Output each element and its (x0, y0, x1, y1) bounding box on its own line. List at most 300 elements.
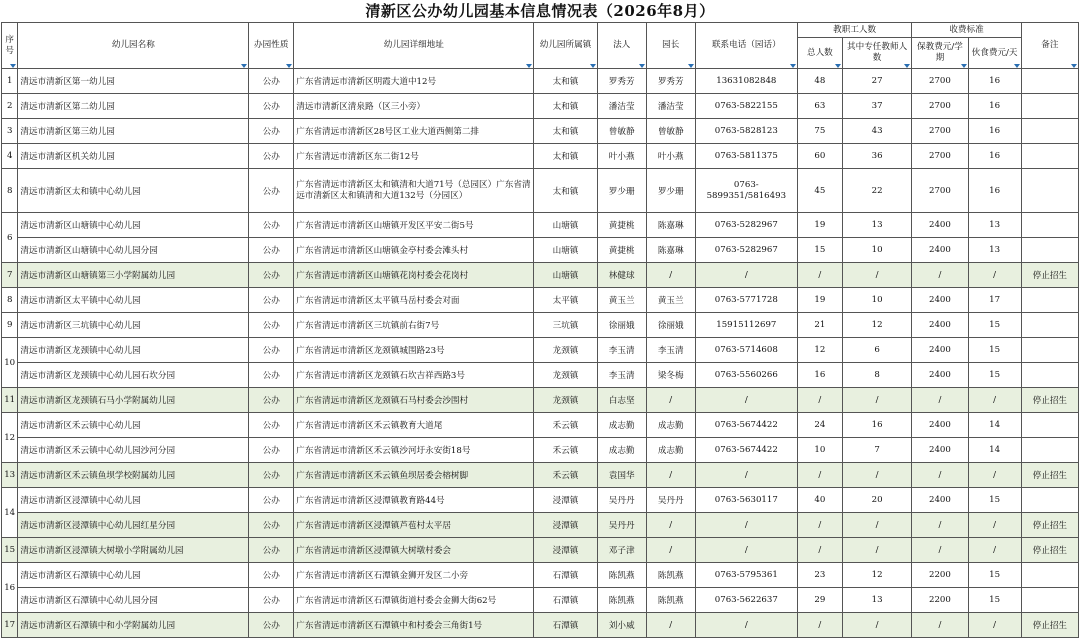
cell-town[interactable]: 龙颈镇 (534, 363, 597, 388)
cell-director[interactable]: 曾敏静 (646, 119, 695, 144)
cell-town[interactable]: 山塘镇 (534, 238, 597, 263)
cell-address[interactable]: 广东省清远市清新区石潭镇街道村委会金狮大街62号 (294, 588, 534, 613)
cell-staff-teachers[interactable]: 20 (842, 488, 911, 513)
cell-type[interactable]: 公办 (249, 144, 294, 169)
cell-legal[interactable]: 徐丽娥 (597, 313, 646, 338)
cell-director[interactable]: 陈凯燕 (646, 563, 695, 588)
cell-staff-total[interactable]: 75 (797, 119, 842, 144)
cell-address[interactable]: 广东省清远市清新区东二街12号 (294, 144, 534, 169)
cell-fee-care[interactable]: 2400 (912, 363, 968, 388)
cell-phone[interactable]: / (695, 613, 797, 638)
cell-type[interactable]: 公办 (249, 263, 294, 288)
cell-phone[interactable]: 0763-5828123 (695, 119, 797, 144)
header-name[interactable]: 幼儿园名称 (18, 23, 249, 69)
cell-director[interactable]: 潘洁莹 (646, 94, 695, 119)
filter-arrow-icon[interactable] (904, 64, 910, 68)
cell-legal[interactable]: 罗少珊 (597, 169, 646, 213)
cell-seq[interactable]: 8 (2, 288, 18, 313)
cell-town[interactable]: 禾云镇 (534, 463, 597, 488)
header-legal[interactable]: 法人 (597, 23, 646, 69)
cell-fee-care[interactable]: 2400 (912, 213, 968, 238)
cell-staff-total[interactable]: 23 (797, 563, 842, 588)
cell-address[interactable]: 广东省清远市清新区明霞大道中12号 (294, 69, 534, 94)
cell-staff-teachers[interactable]: 22 (842, 169, 911, 213)
cell-seq[interactable]: 10 (2, 338, 18, 388)
cell-type[interactable]: 公办 (249, 213, 294, 238)
cell-seq[interactable]: 17 (2, 613, 18, 638)
cell-legal[interactable]: 陈凯燕 (597, 563, 646, 588)
cell-fee-meal[interactable]: 14 (968, 413, 1021, 438)
cell-town[interactable]: 太和镇 (534, 94, 597, 119)
cell-type[interactable]: 公办 (249, 338, 294, 363)
cell-staff-total[interactable]: 60 (797, 144, 842, 169)
cell-address[interactable]: 广东省清远市清新区石潭镇中和村委会三角街1号 (294, 613, 534, 638)
cell-address[interactable]: 广东省清远市清新区山塘镇金亭村委会滩头村 (294, 238, 534, 263)
cell-type[interactable]: 公办 (249, 438, 294, 463)
cell-director[interactable]: 罗秀芳 (646, 69, 695, 94)
filter-arrow-icon[interactable] (286, 64, 292, 68)
cell-director[interactable]: 徐丽娥 (646, 313, 695, 338)
cell-name[interactable]: 清远市清新区龙颈镇石马小学附属幼儿园 (18, 388, 249, 413)
cell-fee-care[interactable]: 2700 (912, 169, 968, 213)
cell-staff-teachers[interactable]: 16 (842, 413, 911, 438)
cell-fee-meal[interactable]: 15 (968, 588, 1021, 613)
cell-director[interactable]: / (646, 613, 695, 638)
cell-seq[interactable]: 13 (2, 463, 18, 488)
cell-staff-total[interactable]: 16 (797, 363, 842, 388)
cell-name[interactable]: 清远市清新区山塘镇中心幼儿园 (18, 213, 249, 238)
cell-town[interactable]: 浸潭镇 (534, 513, 597, 538)
cell-staff-teachers[interactable]: 6 (842, 338, 911, 363)
cell-name[interactable]: 清远市清新区浸潭镇大树墩小学附属幼儿园 (18, 538, 249, 563)
cell-phone[interactable]: 0763-5622637 (695, 588, 797, 613)
cell-name[interactable]: 清远市清新区第三幼儿园 (18, 119, 249, 144)
cell-type[interactable]: 公办 (249, 613, 294, 638)
cell-fee-meal[interactable]: / (968, 613, 1021, 638)
header-seq[interactable]: 序号 (2, 23, 18, 69)
cell-town[interactable]: 石潭镇 (534, 563, 597, 588)
cell-staff-teachers[interactable]: 12 (842, 563, 911, 588)
cell-address[interactable]: 广东省清远市清新区禾云镇鱼坝居委会榕树脚 (294, 463, 534, 488)
header-note[interactable]: 备注 (1021, 23, 1078, 69)
cell-fee-care[interactable]: 2700 (912, 94, 968, 119)
header-type[interactable]: 办园性质 (249, 23, 294, 69)
cell-note[interactable]: 停止招生 (1021, 513, 1078, 538)
cell-staff-total[interactable]: 15 (797, 238, 842, 263)
header-director[interactable]: 园长 (646, 23, 695, 69)
cell-staff-teachers[interactable]: 13 (842, 588, 911, 613)
cell-staff-teachers[interactable]: / (842, 513, 911, 538)
cell-phone[interactable]: 0763-5899351/5816493 (695, 169, 797, 213)
cell-staff-total[interactable]: 10 (797, 438, 842, 463)
cell-town[interactable]: 石潭镇 (534, 588, 597, 613)
cell-fee-care[interactable]: 2400 (912, 413, 968, 438)
cell-type[interactable]: 公办 (249, 363, 294, 388)
cell-type[interactable]: 公办 (249, 463, 294, 488)
cell-name[interactable]: 清远市清新区山塘镇第三小学附属幼儿园 (18, 263, 249, 288)
cell-note[interactable] (1021, 119, 1078, 144)
cell-note[interactable] (1021, 338, 1078, 363)
cell-fee-meal[interactable]: 15 (968, 563, 1021, 588)
cell-fee-meal[interactable]: 17 (968, 288, 1021, 313)
cell-staff-teachers[interactable]: 8 (842, 363, 911, 388)
cell-type[interactable]: 公办 (249, 169, 294, 213)
cell-staff-teachers[interactable]: 10 (842, 288, 911, 313)
cell-type[interactable]: 公办 (249, 588, 294, 613)
cell-staff-total[interactable]: / (797, 538, 842, 563)
cell-fee-meal[interactable]: 15 (968, 363, 1021, 388)
cell-address[interactable]: 广东省清远市清新区太和镇清和大道71号（总园区）广东省清远市清新区太和镇清和大道132号（分园区） (294, 169, 534, 213)
cell-note[interactable] (1021, 363, 1078, 388)
cell-legal[interactable]: 李玉清 (597, 363, 646, 388)
cell-fee-meal[interactable]: 16 (968, 94, 1021, 119)
cell-note[interactable] (1021, 288, 1078, 313)
cell-fee-meal[interactable]: 13 (968, 238, 1021, 263)
cell-fee-care[interactable]: 2200 (912, 563, 968, 588)
cell-fee-care[interactable]: / (912, 388, 968, 413)
cell-phone[interactable]: 0763-5282967 (695, 238, 797, 263)
cell-note[interactable] (1021, 94, 1078, 119)
cell-name[interactable]: 清远市清新区浸潭镇中心幼儿园红星分园 (18, 513, 249, 538)
cell-legal[interactable]: 林健球 (597, 263, 646, 288)
filter-arrow-icon[interactable] (639, 64, 645, 68)
header-staff-total[interactable]: 总人数 (797, 38, 842, 69)
cell-director[interactable]: 陈凯燕 (646, 588, 695, 613)
cell-fee-meal[interactable]: 13 (968, 213, 1021, 238)
cell-seq[interactable]: 15 (2, 538, 18, 563)
cell-fee-care[interactable]: / (912, 538, 968, 563)
cell-director[interactable]: / (646, 388, 695, 413)
cell-fee-meal[interactable]: 16 (968, 144, 1021, 169)
cell-name[interactable]: 清远市清新区第一幼儿园 (18, 69, 249, 94)
cell-note[interactable] (1021, 144, 1078, 169)
cell-phone[interactable]: 15915112697 (695, 313, 797, 338)
cell-phone[interactable]: 0763-5822155 (695, 94, 797, 119)
cell-fee-care[interactable]: 2400 (912, 238, 968, 263)
cell-director[interactable]: 成志勤 (646, 438, 695, 463)
cell-phone[interactable]: 0763-5630117 (695, 488, 797, 513)
cell-director[interactable]: / (646, 538, 695, 563)
filter-arrow-icon[interactable] (1071, 64, 1077, 68)
cell-address[interactable]: 广东省清远市清新区浸潭镇芦苞村太平居 (294, 513, 534, 538)
cell-director[interactable]: 梁冬梅 (646, 363, 695, 388)
cell-legal[interactable]: 袁国华 (597, 463, 646, 488)
header-phone[interactable]: 联系电话（园话） (695, 23, 797, 69)
cell-staff-total[interactable]: 21 (797, 313, 842, 338)
cell-phone[interactable]: 13631082848 (695, 69, 797, 94)
cell-legal[interactable]: 罗秀芳 (597, 69, 646, 94)
cell-legal[interactable]: 黄捷桃 (597, 213, 646, 238)
cell-type[interactable]: 公办 (249, 388, 294, 413)
cell-staff-teachers[interactable]: 10 (842, 238, 911, 263)
cell-seq[interactable]: 3 (2, 119, 18, 144)
cell-staff-total[interactable]: / (797, 263, 842, 288)
cell-staff-teachers[interactable]: / (842, 463, 911, 488)
cell-phone[interactable]: / (695, 513, 797, 538)
cell-town[interactable]: 太和镇 (534, 144, 597, 169)
cell-staff-teachers[interactable]: 27 (842, 69, 911, 94)
cell-type[interactable]: 公办 (249, 94, 294, 119)
cell-note[interactable] (1021, 69, 1078, 94)
filter-arrow-icon[interactable] (688, 64, 694, 68)
cell-town[interactable]: 太和镇 (534, 119, 597, 144)
cell-address[interactable]: 清远市清新区清泉路（区三小旁） (294, 94, 534, 119)
cell-fee-care[interactable]: 2400 (912, 313, 968, 338)
cell-fee-care[interactable]: / (912, 513, 968, 538)
cell-legal[interactable]: 陈凯燕 (597, 588, 646, 613)
cell-type[interactable]: 公办 (249, 513, 294, 538)
cell-fee-care[interactable]: 2700 (912, 144, 968, 169)
cell-staff-teachers[interactable]: / (842, 388, 911, 413)
cell-staff-total[interactable]: 40 (797, 488, 842, 513)
cell-staff-teachers[interactable]: 36 (842, 144, 911, 169)
cell-legal[interactable]: 叶小燕 (597, 144, 646, 169)
cell-seq[interactable]: 1 (2, 69, 18, 94)
cell-fee-care[interactable]: 2200 (912, 588, 968, 613)
cell-fee-care[interactable]: / (912, 613, 968, 638)
cell-name[interactable]: 清远市清新区机关幼儿园 (18, 144, 249, 169)
cell-seq[interactable]: 6 (2, 213, 18, 263)
cell-fee-meal[interactable]: 15 (968, 488, 1021, 513)
header-town[interactable]: 幼儿园所属镇 (534, 23, 597, 69)
cell-town[interactable]: 太和镇 (534, 69, 597, 94)
cell-legal[interactable]: 吴丹丹 (597, 488, 646, 513)
cell-address[interactable]: 广东省清远市清新区山塘镇开发区平安二街5号 (294, 213, 534, 238)
cell-name[interactable]: 清远市清新区山塘镇中心幼儿园分园 (18, 238, 249, 263)
cell-note[interactable] (1021, 213, 1078, 238)
cell-address[interactable]: 广东省清远市清新区28号区工业大道西侧第二排 (294, 119, 534, 144)
cell-staff-total[interactable]: / (797, 463, 842, 488)
cell-address[interactable]: 广东省清远市清新区禾云镇教育大道尾 (294, 413, 534, 438)
cell-note[interactable]: 停止招生 (1021, 263, 1078, 288)
cell-type[interactable]: 公办 (249, 488, 294, 513)
cell-staff-total[interactable]: 24 (797, 413, 842, 438)
cell-phone[interactable]: / (695, 538, 797, 563)
cell-fee-meal[interactable]: / (968, 538, 1021, 563)
cell-note[interactable] (1021, 438, 1078, 463)
cell-address[interactable]: 广东省清远市清新区三坑镇前右街7号 (294, 313, 534, 338)
cell-note[interactable] (1021, 238, 1078, 263)
cell-address[interactable]: 广东省清远市清新区山塘镇花岗村委会花岗村 (294, 263, 534, 288)
cell-note[interactable] (1021, 313, 1078, 338)
cell-staff-teachers[interactable]: / (842, 263, 911, 288)
cell-fee-meal[interactable]: 14 (968, 438, 1021, 463)
cell-staff-teachers[interactable]: 13 (842, 213, 911, 238)
cell-fee-meal[interactable]: 16 (968, 69, 1021, 94)
cell-phone[interactable]: / (695, 463, 797, 488)
cell-town[interactable]: 禾云镇 (534, 438, 597, 463)
cell-fee-meal[interactable]: 15 (968, 338, 1021, 363)
header-address[interactable]: 幼儿园详细地址 (294, 23, 534, 69)
cell-fee-meal[interactable]: / (968, 388, 1021, 413)
cell-name[interactable]: 清远市清新区禾云镇鱼坝学校附属幼儿园 (18, 463, 249, 488)
cell-address[interactable]: 广东省清远市清新区禾云镇沙河圩永安街18号 (294, 438, 534, 463)
filter-arrow-icon[interactable] (961, 64, 967, 68)
cell-seq[interactable]: 12 (2, 413, 18, 463)
cell-director[interactable]: 吴丹丹 (646, 488, 695, 513)
cell-phone[interactable]: 0763-5282967 (695, 213, 797, 238)
filter-arrow-icon[interactable] (10, 64, 16, 68)
cell-address[interactable]: 广东省清远市清新区浸潭镇教育路44号 (294, 488, 534, 513)
cell-type[interactable]: 公办 (249, 313, 294, 338)
cell-note[interactable]: 停止招生 (1021, 613, 1078, 638)
cell-note[interactable] (1021, 488, 1078, 513)
cell-note[interactable] (1021, 588, 1078, 613)
cell-name[interactable]: 清远市清新区石潭镇中心幼儿园分园 (18, 588, 249, 613)
cell-name[interactable]: 清远市清新区太和镇中心幼儿园 (18, 169, 249, 213)
cell-address[interactable]: 广东省清远市清新区龙颈镇城围路23号 (294, 338, 534, 363)
cell-director[interactable]: 李玉清 (646, 338, 695, 363)
cell-phone[interactable]: 0763-5560266 (695, 363, 797, 388)
cell-seq[interactable]: 16 (2, 563, 18, 613)
cell-legal[interactable]: 潘洁莹 (597, 94, 646, 119)
cell-fee-care[interactable]: / (912, 463, 968, 488)
cell-legal[interactable]: 成志勤 (597, 438, 646, 463)
cell-name[interactable]: 清远市清新区禾云镇中心幼儿园沙河分园 (18, 438, 249, 463)
cell-name[interactable]: 清远市清新区三坑镇中心幼儿园 (18, 313, 249, 338)
cell-seq[interactable]: 14 (2, 488, 18, 538)
cell-staff-total[interactable]: 12 (797, 338, 842, 363)
cell-name[interactable]: 清远市清新区浸潭镇中心幼儿园 (18, 488, 249, 513)
cell-town[interactable]: 浸潭镇 (534, 538, 597, 563)
cell-note[interactable] (1021, 563, 1078, 588)
cell-name[interactable]: 清远市清新区石潭镇中和小学附属幼儿园 (18, 613, 249, 638)
cell-fee-meal[interactable]: 15 (968, 313, 1021, 338)
cell-fee-care[interactable]: 2400 (912, 438, 968, 463)
filter-arrow-icon[interactable] (835, 64, 841, 68)
cell-fee-care[interactable]: 2400 (912, 488, 968, 513)
cell-town[interactable]: 龙颈镇 (534, 388, 597, 413)
cell-phone[interactable]: 0763-5771728 (695, 288, 797, 313)
filter-arrow-icon[interactable] (241, 64, 247, 68)
cell-town[interactable]: 三坑镇 (534, 313, 597, 338)
cell-director[interactable]: 黄玉兰 (646, 288, 695, 313)
cell-staff-teachers[interactable]: 37 (842, 94, 911, 119)
cell-town[interactable]: 太和镇 (534, 169, 597, 213)
cell-fee-care[interactable]: 2400 (912, 338, 968, 363)
cell-phone[interactable]: / (695, 388, 797, 413)
header-staff-teachers[interactable]: 其中专任教师人数 (842, 38, 911, 69)
cell-name[interactable]: 清远市清新区石潭镇中心幼儿园 (18, 563, 249, 588)
cell-fee-meal[interactable]: / (968, 263, 1021, 288)
cell-staff-teachers[interactable]: 12 (842, 313, 911, 338)
cell-address[interactable]: 广东省清远市清新区龙颈镇石马村委会沙围村 (294, 388, 534, 413)
cell-director[interactable]: 叶小燕 (646, 144, 695, 169)
cell-type[interactable]: 公办 (249, 69, 294, 94)
cell-legal[interactable]: 邓子津 (597, 538, 646, 563)
cell-phone[interactable]: / (695, 263, 797, 288)
cell-seq[interactable]: 8 (2, 169, 18, 213)
cell-fee-meal[interactable]: / (968, 513, 1021, 538)
cell-director[interactable]: 陈嘉琳 (646, 238, 695, 263)
filter-arrow-icon[interactable] (1014, 64, 1020, 68)
cell-phone[interactable]: 0763-5674422 (695, 413, 797, 438)
cell-name[interactable]: 清远市清新区禾云镇中心幼儿园 (18, 413, 249, 438)
cell-staff-total[interactable]: 48 (797, 69, 842, 94)
cell-phone[interactable]: 0763-5714608 (695, 338, 797, 363)
cell-director[interactable]: / (646, 513, 695, 538)
cell-director[interactable]: 罗少珊 (646, 169, 695, 213)
cell-legal[interactable]: 曾敏静 (597, 119, 646, 144)
cell-type[interactable]: 公办 (249, 119, 294, 144)
cell-town[interactable]: 龙颈镇 (534, 338, 597, 363)
cell-type[interactable]: 公办 (249, 563, 294, 588)
cell-town[interactable]: 禾云镇 (534, 413, 597, 438)
cell-seq[interactable]: 4 (2, 144, 18, 169)
filter-arrow-icon[interactable] (526, 64, 532, 68)
cell-staff-teachers[interactable]: 43 (842, 119, 911, 144)
cell-fee-meal[interactable]: 16 (968, 119, 1021, 144)
cell-seq[interactable]: 2 (2, 94, 18, 119)
cell-town[interactable]: 太平镇 (534, 288, 597, 313)
cell-address[interactable]: 广东省清远市清新区石潭镇金狮开发区二小旁 (294, 563, 534, 588)
cell-town[interactable]: 山塘镇 (534, 213, 597, 238)
cell-phone[interactable]: 0763-5811375 (695, 144, 797, 169)
cell-legal[interactable]: 成志勤 (597, 413, 646, 438)
cell-note[interactable] (1021, 169, 1078, 213)
filter-arrow-icon[interactable] (590, 64, 596, 68)
cell-address[interactable]: 广东省清远市清新区浸潭镇大树墩村委会 (294, 538, 534, 563)
cell-type[interactable]: 公办 (249, 238, 294, 263)
cell-note[interactable]: 停止招生 (1021, 388, 1078, 413)
cell-note[interactable] (1021, 413, 1078, 438)
cell-legal[interactable]: 黄玉兰 (597, 288, 646, 313)
filter-arrow-icon[interactable] (790, 64, 796, 68)
cell-staff-teachers[interactable]: / (842, 613, 911, 638)
cell-address[interactable]: 广东省清远市清新区太平镇马岳村委会对面 (294, 288, 534, 313)
cell-town[interactable]: 石潭镇 (534, 613, 597, 638)
cell-staff-total[interactable]: / (797, 513, 842, 538)
cell-director[interactable]: / (646, 263, 695, 288)
cell-note[interactable]: 停止招生 (1021, 538, 1078, 563)
cell-type[interactable]: 公办 (249, 413, 294, 438)
cell-phone[interactable]: 0763-5795361 (695, 563, 797, 588)
cell-staff-total[interactable]: 45 (797, 169, 842, 213)
cell-staff-total[interactable]: / (797, 613, 842, 638)
cell-fee-care[interactable]: 2700 (912, 119, 968, 144)
cell-legal[interactable]: 黄捷桃 (597, 238, 646, 263)
cell-name[interactable]: 清远市清新区第二幼儿园 (18, 94, 249, 119)
header-fee-meal[interactable]: 伙食费元/天 (968, 38, 1021, 69)
cell-seq[interactable]: 11 (2, 388, 18, 413)
cell-name[interactable]: 清远市清新区龙颈镇中心幼儿园 (18, 338, 249, 363)
cell-type[interactable]: 公办 (249, 538, 294, 563)
cell-director[interactable]: 陈嘉琳 (646, 213, 695, 238)
cell-legal[interactable]: 白志坚 (597, 388, 646, 413)
cell-fee-care[interactable]: 2700 (912, 69, 968, 94)
cell-director[interactable]: 成志勤 (646, 413, 695, 438)
cell-type[interactable]: 公办 (249, 288, 294, 313)
cell-staff-total[interactable]: 29 (797, 588, 842, 613)
cell-legal[interactable]: 李玉清 (597, 338, 646, 363)
cell-town[interactable]: 浸潭镇 (534, 488, 597, 513)
cell-fee-care[interactable]: 2400 (912, 288, 968, 313)
cell-name[interactable]: 清远市清新区龙颈镇中心幼儿园石坎分园 (18, 363, 249, 388)
cell-seq[interactable]: 9 (2, 313, 18, 338)
cell-director[interactable]: / (646, 463, 695, 488)
cell-phone[interactable]: 0763-5674422 (695, 438, 797, 463)
cell-legal[interactable]: 刘小威 (597, 613, 646, 638)
cell-note[interactable]: 停止招生 (1021, 463, 1078, 488)
cell-town[interactable]: 山塘镇 (534, 263, 597, 288)
cell-name[interactable]: 清远市清新区太平镇中心幼儿园 (18, 288, 249, 313)
cell-staff-total[interactable]: 19 (797, 213, 842, 238)
cell-legal[interactable]: 吴丹丹 (597, 513, 646, 538)
cell-seq[interactable]: 7 (2, 263, 18, 288)
cell-fee-meal[interactable]: 16 (968, 169, 1021, 213)
cell-address[interactable]: 广东省清远市清新区龙颈镇石坎吉祥西路3号 (294, 363, 534, 388)
cell-staff-total[interactable]: 19 (797, 288, 842, 313)
